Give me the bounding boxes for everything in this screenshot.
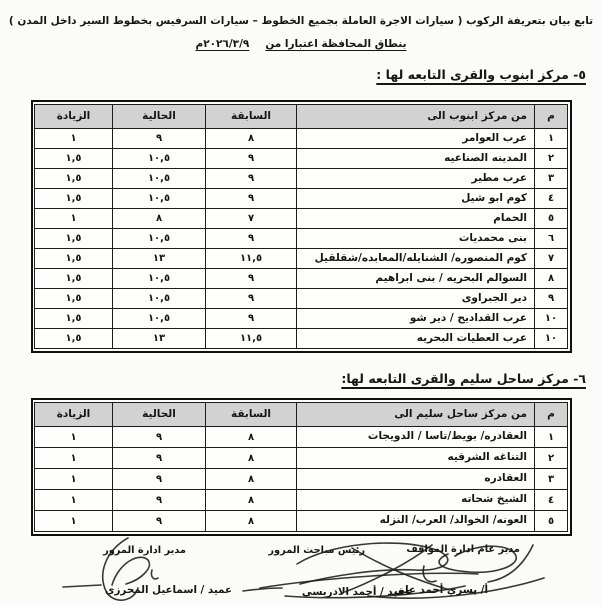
signature-name-traffic-investigations-chief: عقيد / أحمد الادريسي xyxy=(301,586,412,598)
effective-date: ٢٠٢٦/٣/٩م xyxy=(195,38,250,50)
destination-cell: عرب العطيات البحريه xyxy=(297,329,535,349)
row-index: ٣ xyxy=(535,469,568,490)
current-fare-cell: ٨ xyxy=(113,209,206,229)
page-title: تابع بيان بتعريفة الركوب ( سيارات الاجرة العاملة بجميع الخطوط – سيارات السرفيس بخطوط السير داخل المدن ) xyxy=(8,15,594,27)
signature-scribble-right xyxy=(423,566,436,582)
current-fare-cell: ١٠,٥ xyxy=(113,269,206,289)
row-index: ٢ xyxy=(535,149,568,169)
effective-date-prefix: بنطاق المحافظة اعتبارا من xyxy=(265,38,407,50)
fare-row xyxy=(35,169,568,189)
current-fare-cell: ٩ xyxy=(113,490,206,511)
row-index: ٧ xyxy=(535,249,568,269)
current-fare-cell: ٩ xyxy=(113,448,206,469)
col-header-increase: الزيادة xyxy=(35,105,113,129)
previous-fare-cell: ٨ xyxy=(206,129,297,149)
destination-cell: التناغه الشرقيه xyxy=(297,448,535,469)
destination-cell: الحمام xyxy=(297,209,535,229)
col-header-destination: من مركز ساحل سليم الى xyxy=(297,403,535,427)
row-index: ٤ xyxy=(535,490,568,511)
destination-cell: العقادره xyxy=(297,469,535,490)
destination-cell: السوالم البحريه / بنى ابراهيم xyxy=(297,269,535,289)
table-header-row xyxy=(35,403,568,427)
increase-cell: ١,٥ xyxy=(35,149,113,169)
current-fare-cell: ١٠,٥ xyxy=(113,229,206,249)
fare-row xyxy=(35,448,568,469)
table-header-row xyxy=(35,105,568,129)
current-fare-cell: ١٠,٥ xyxy=(113,309,206,329)
increase-cell: ١,٥ xyxy=(35,329,113,349)
row-index: ٥ xyxy=(535,209,568,229)
row-index: ٨ xyxy=(535,269,568,289)
increase-cell: ١,٥ xyxy=(35,269,113,289)
increase-cell: ١ xyxy=(35,511,113,532)
destination-cell: بنى محمديات xyxy=(297,229,535,249)
destination-cell: كوم ابو شيل xyxy=(297,189,535,209)
increase-cell: ١,٥ xyxy=(35,289,113,309)
increase-cell: ١ xyxy=(35,490,113,511)
fare-row xyxy=(35,511,568,532)
row-index: ١ xyxy=(535,129,568,149)
col-header-previous-fare: السابقة xyxy=(206,403,297,427)
increase-cell: ١,٥ xyxy=(35,309,113,329)
row-index: ١٠ xyxy=(535,309,568,329)
increase-cell: ١,٥ xyxy=(35,169,113,189)
current-fare-cell: ١٣ xyxy=(113,329,206,349)
signature-title-traffic-director: مدير ادارة المرور xyxy=(103,545,186,556)
current-fare-cell: ٩ xyxy=(113,129,206,149)
abnoub-fare-table xyxy=(31,100,572,353)
section-abnoub-heading: ٥- مركز ابنوب والقرى التابعه لها : xyxy=(376,67,586,82)
col-header-index: م xyxy=(535,403,568,427)
effective-date-line xyxy=(0,38,602,50)
row-index: ٩ xyxy=(535,289,568,309)
fare-row xyxy=(35,269,568,289)
current-fare-cell: ١٠,٥ xyxy=(113,149,206,169)
previous-fare-cell: ٩ xyxy=(206,189,297,209)
fare-row xyxy=(35,490,568,511)
signature-dash-stroke xyxy=(243,588,282,591)
col-header-current-fare: الحالية xyxy=(113,105,206,129)
fare-row xyxy=(35,129,568,149)
fare-row xyxy=(35,427,568,448)
col-header-current-fare: الحالية xyxy=(113,403,206,427)
fare-row xyxy=(35,229,568,249)
fare-row xyxy=(35,149,568,169)
row-index: ١ xyxy=(535,427,568,448)
destination-cell: العونه/ الخوالد/ العرب/ النزله xyxy=(297,511,535,532)
current-fare-cell: ١٠,٥ xyxy=(113,169,206,189)
col-header-index: م xyxy=(535,105,568,129)
destination-cell: دير الجبراوى xyxy=(297,289,535,309)
previous-fare-cell: ٨ xyxy=(206,469,297,490)
previous-fare-cell: ٩ xyxy=(206,169,297,189)
destination-cell: الشيخ شحاته xyxy=(297,490,535,511)
fare-row xyxy=(35,289,568,309)
fare-row xyxy=(35,329,568,349)
row-index: ٥ xyxy=(535,511,568,532)
previous-fare-cell: ٨ xyxy=(206,511,297,532)
signature-name-traffic-director: عميد / اسماعيل المحرزي xyxy=(105,584,232,596)
increase-cell: ١ xyxy=(35,129,113,149)
row-index: ١٠ xyxy=(535,329,568,349)
signature-title-parking-director: مدير عام ادارة المواقف xyxy=(406,544,520,555)
increase-cell: ١,٥ xyxy=(35,229,113,249)
section-sahel-selim-heading: ٦- مركز ساحل سليم والقرى التابعه لها: xyxy=(341,371,586,386)
current-fare-cell: ١٠,٥ xyxy=(113,289,206,309)
row-index: ٣ xyxy=(535,169,568,189)
current-fare-cell: ٩ xyxy=(113,427,206,448)
destination-cell: عرب العوامر xyxy=(297,129,535,149)
fare-row xyxy=(35,189,568,209)
current-fare-cell: ٩ xyxy=(113,511,206,532)
signature-title-traffic-investigations-chief: رئيس مباحث المرور xyxy=(268,545,365,556)
increase-cell: ١ xyxy=(35,427,113,448)
previous-fare-cell: ٩ xyxy=(206,309,297,329)
sahel-selim-fare-table xyxy=(31,398,572,536)
previous-fare-cell: ٨ xyxy=(206,490,297,511)
fare-row xyxy=(35,209,568,229)
previous-fare-cell: ٧ xyxy=(206,209,297,229)
destination-cell: كوم المنصوره/ الشنايله/المعابده/شقلقيل xyxy=(297,249,535,269)
signature-scribble-left xyxy=(151,570,158,579)
fare-row xyxy=(35,309,568,329)
previous-fare-cell: ١١,٥ xyxy=(206,249,297,269)
current-fare-cell: ١٠,٥ xyxy=(113,189,206,209)
previous-fare-cell: ٨ xyxy=(206,448,297,469)
row-index: ٦ xyxy=(535,229,568,249)
current-fare-cell: ١٣ xyxy=(113,249,206,269)
fare-row xyxy=(35,249,568,269)
col-header-previous-fare: السابقة xyxy=(206,105,297,129)
row-index: ٢ xyxy=(535,448,568,469)
destination-cell: المدينه الصناعيه xyxy=(297,149,535,169)
fare-row xyxy=(35,469,568,490)
previous-fare-cell: ٩ xyxy=(206,229,297,249)
destination-cell: العقادره/ بويط/تاسا / الدويجات xyxy=(297,427,535,448)
signature-name-parking-director: أ/ يسري أحمد علي xyxy=(394,584,488,596)
row-index: ٤ xyxy=(535,189,568,209)
previous-fare-cell: ٩ xyxy=(206,149,297,169)
current-fare-cell: ٩ xyxy=(113,469,206,490)
increase-cell: ١ xyxy=(35,209,113,229)
increase-cell: ١,٥ xyxy=(35,189,113,209)
destination-cell: عرب القداديح / دير شو xyxy=(297,309,535,329)
previous-fare-cell: ١١,٥ xyxy=(206,329,297,349)
previous-fare-cell: ٩ xyxy=(206,269,297,289)
col-header-increase: الزيادة xyxy=(35,403,113,427)
increase-cell: ١ xyxy=(35,448,113,469)
destination-cell: عرب مطير xyxy=(297,169,535,189)
signature-dash-stroke xyxy=(63,585,101,587)
increase-cell: ١,٥ xyxy=(35,249,113,269)
signature-scribble-left xyxy=(112,557,149,585)
previous-fare-cell: ٩ xyxy=(206,289,297,309)
increase-cell: ١ xyxy=(35,469,113,490)
previous-fare-cell: ٨ xyxy=(206,427,297,448)
col-header-destination: من مركز ابنوب الى xyxy=(297,105,535,129)
